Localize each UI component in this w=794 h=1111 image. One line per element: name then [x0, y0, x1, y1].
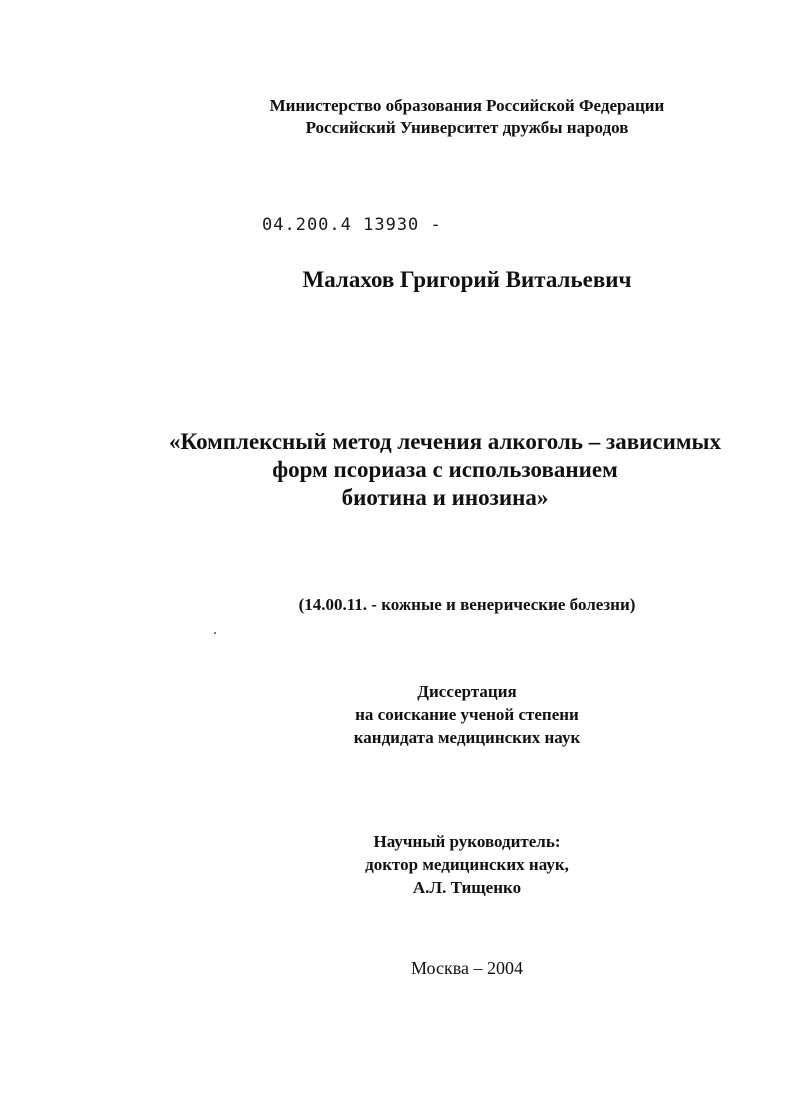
specialty-code: (14.00.11. - кожные и венерические болезни) [298, 595, 636, 614]
institution-header [200, 95, 734, 139]
place-and-year: Москва – 2004 [411, 958, 523, 978]
scan-speck [214, 632, 216, 634]
author-name: Малахов Григорий Витальевич [302, 267, 632, 292]
degree-statement [200, 680, 734, 749]
advisor-line-1: Научный руководитель: [373, 832, 561, 851]
title-line-1: «Комплексный метод лечения алкоголь – зависимых [169, 429, 721, 454]
title-line-3: биотина и инозина» [341, 485, 549, 510]
ministry-name: Министерство образования Российской Федерации [269, 96, 665, 115]
scientific-advisor [200, 830, 734, 899]
title-line-2: форм псориаза с использованием [272, 457, 618, 482]
degree-line-1: Диссертация [417, 682, 517, 701]
degree-line-3: кандидата медицинских наук [353, 728, 581, 747]
degree-line-2: на соискание ученой степени [355, 705, 579, 724]
registry-number: 04.200.4 13930 - [262, 215, 442, 235]
advisor-line-2: доктор медицинских наук, [365, 855, 569, 874]
dissertation-title [140, 428, 750, 512]
advisor-line-3: А.Л. Тищенко [412, 878, 522, 897]
university-name: Российский Университет дружбы народов [305, 118, 629, 137]
